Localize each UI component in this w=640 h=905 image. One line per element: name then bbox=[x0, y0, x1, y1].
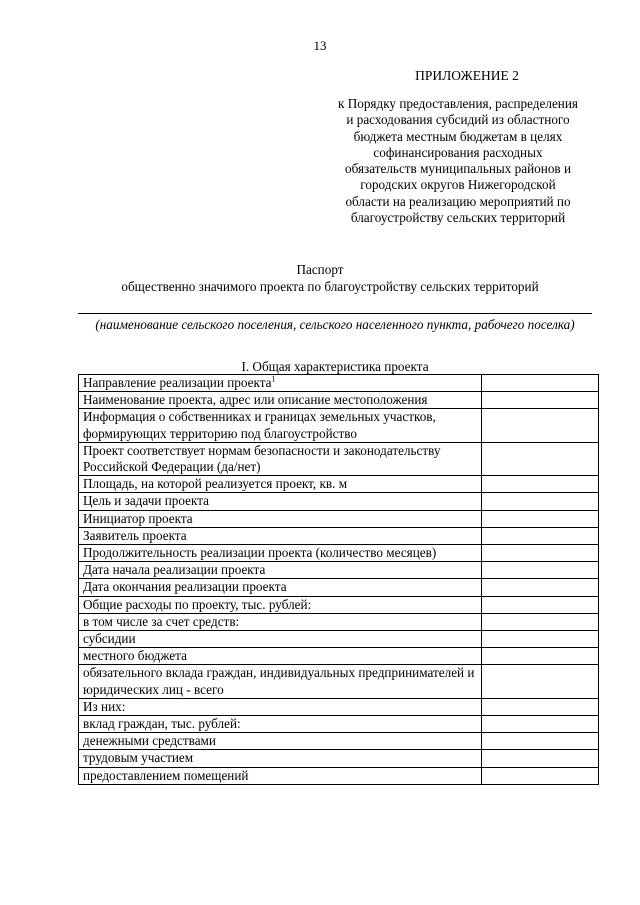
project-characteristics-table bbox=[78, 374, 599, 785]
appendix-line: к Порядку предоставления, распределения bbox=[338, 96, 578, 111]
row-label: местного бюджета bbox=[83, 648, 187, 664]
table-row bbox=[79, 409, 599, 442]
row-label-cell bbox=[79, 545, 482, 562]
table-row bbox=[79, 476, 599, 493]
row-value-cell[interactable] bbox=[482, 476, 599, 493]
row-label: Из них: bbox=[83, 698, 126, 714]
table-row bbox=[79, 698, 599, 715]
table-row bbox=[79, 562, 599, 579]
row-value-cell[interactable] bbox=[482, 510, 599, 527]
row-label: Цель и задачи проекта bbox=[83, 493, 209, 509]
row-label-cell bbox=[79, 613, 482, 630]
row-value-cell[interactable] bbox=[482, 562, 599, 579]
row-label: трудовым участием bbox=[83, 750, 194, 766]
row-label-cell bbox=[79, 562, 482, 579]
table-row bbox=[79, 545, 599, 562]
table-row bbox=[79, 613, 599, 630]
row-label-cell bbox=[79, 409, 482, 442]
appendix-line: области на реализацию мероприятий по bbox=[345, 193, 571, 209]
row-label: Продолжительность реализации проекта (количество месяцев) bbox=[83, 545, 437, 561]
row-label-cell bbox=[79, 579, 482, 596]
row-value-cell[interactable] bbox=[482, 409, 599, 442]
row-value-cell[interactable] bbox=[482, 545, 599, 562]
table-row bbox=[79, 648, 599, 665]
appendix-line: городских округов Нижегородской bbox=[360, 177, 556, 193]
table-body bbox=[79, 375, 599, 785]
row-label: предоставлением помещений bbox=[83, 767, 249, 783]
section-title: I. Общая характеристика проекта bbox=[241, 359, 429, 374]
row-label-cell bbox=[79, 596, 482, 613]
row-value-cell[interactable] bbox=[482, 392, 599, 409]
row-value-cell[interactable] bbox=[482, 527, 599, 544]
footnote-marker: 1 bbox=[271, 374, 276, 384]
table-row bbox=[79, 392, 599, 409]
appendix-line: обязательств муниципальных районов и bbox=[344, 161, 572, 177]
appendix-description bbox=[312, 96, 604, 226]
row-label: вклад граждан, тыс. рублей: bbox=[83, 716, 241, 732]
row-value-cell[interactable] bbox=[482, 631, 599, 648]
row-value-cell[interactable] bbox=[482, 375, 599, 392]
table-row bbox=[79, 527, 599, 544]
row-label: в том числе за счет средств: bbox=[83, 613, 240, 629]
row-label-cell bbox=[79, 716, 482, 733]
appendix-line: благоустройству сельских территорий bbox=[350, 210, 566, 226]
row-label-cell bbox=[79, 767, 482, 784]
row-value-cell[interactable] bbox=[482, 613, 599, 630]
row-value-cell[interactable] bbox=[482, 750, 599, 767]
table-row bbox=[79, 510, 599, 527]
row-value-cell[interactable] bbox=[482, 767, 599, 784]
row-label-cell bbox=[79, 648, 482, 665]
table-row bbox=[79, 442, 599, 475]
row-label: Проект соответствует нормам безопасности и законодательству Российской Федерации (да/нет) bbox=[83, 442, 441, 475]
row-label: Наименование проекта, адрес или описание местоположения bbox=[83, 392, 428, 408]
table-row bbox=[79, 579, 599, 596]
table-row bbox=[79, 767, 599, 784]
table-row bbox=[79, 375, 599, 392]
document-subtitle: общественно значимого проекта по благоустройству сельских территорий bbox=[121, 279, 539, 294]
row-label: Инициатор проекта bbox=[83, 510, 193, 526]
table-row bbox=[79, 631, 599, 648]
row-value-cell[interactable] bbox=[482, 442, 599, 475]
page-number: 13 bbox=[313, 38, 327, 53]
row-value-cell[interactable] bbox=[482, 648, 599, 665]
row-label-cell bbox=[79, 750, 482, 767]
appendix-title: ПРИЛОЖЕНИЕ 2 bbox=[415, 68, 519, 83]
row-label-cell bbox=[79, 733, 482, 750]
row-label: денежными средствами bbox=[83, 733, 216, 749]
row-label-cell bbox=[79, 392, 482, 409]
table-row bbox=[79, 733, 599, 750]
row-label-cell bbox=[79, 442, 482, 475]
table-row bbox=[79, 665, 599, 698]
row-label: Дата окончания реализации проекта bbox=[83, 579, 287, 595]
row-label-cell bbox=[79, 493, 482, 510]
row-value-cell[interactable] bbox=[482, 698, 599, 715]
row-value-cell[interactable] bbox=[482, 716, 599, 733]
settlement-name-line bbox=[78, 313, 592, 314]
row-value-cell[interactable] bbox=[482, 579, 599, 596]
row-label: Площадь, на которой реализуется проект, кв. м bbox=[83, 476, 348, 492]
appendix-line: и расходования субсидий из областного bbox=[346, 112, 570, 128]
row-label-cell bbox=[79, 698, 482, 715]
row-label-cell bbox=[79, 510, 482, 527]
table-row bbox=[79, 750, 599, 767]
row-value-cell[interactable] bbox=[482, 665, 599, 698]
row-label-cell bbox=[79, 631, 482, 648]
row-label-cell bbox=[79, 527, 482, 544]
document-title: Паспорт bbox=[296, 262, 344, 277]
row-label: Общие расходы по проекту, тыс. рублей: bbox=[83, 596, 312, 612]
table-row bbox=[79, 493, 599, 510]
appendix-line: софинансирования расходных bbox=[373, 144, 543, 160]
row-label: Направление реализации проекта bbox=[83, 375, 272, 390]
row-label: обязательного вклада граждан, индивидуальных предпринимателей и юридических лиц - всего bbox=[83, 665, 475, 697]
row-value-cell[interactable] bbox=[482, 733, 599, 750]
table-row bbox=[79, 596, 599, 613]
row-label-cell bbox=[79, 375, 482, 392]
row-value-cell[interactable] bbox=[482, 596, 599, 613]
row-label: Дата начала реализации проекта bbox=[83, 562, 266, 578]
row-label: Заявитель проекта bbox=[83, 527, 187, 543]
settlement-name-caption: (наименование сельского поселения, сельского населенного пункта, рабочего поселка) bbox=[95, 317, 575, 332]
table-row bbox=[79, 716, 599, 733]
row-label-cell bbox=[79, 476, 482, 493]
row-label: субсидии bbox=[83, 631, 136, 647]
appendix-line: бюджета местным бюджетам в целях bbox=[353, 128, 563, 144]
row-label-cell bbox=[79, 665, 482, 698]
row-label: Информация о собственниках и границах земельных участков, формирующих территорию под благоустройство bbox=[83, 409, 436, 441]
row-value-cell[interactable] bbox=[482, 493, 599, 510]
